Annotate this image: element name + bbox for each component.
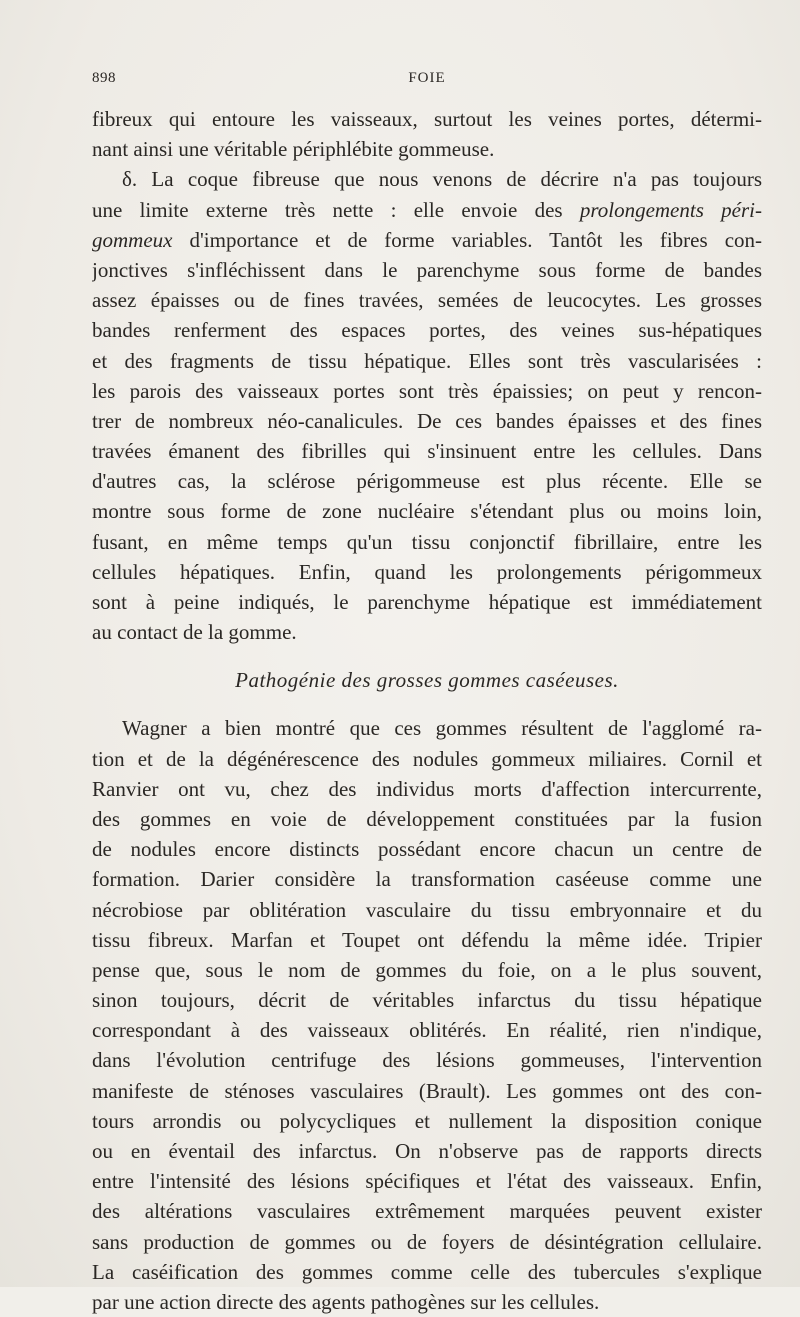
text-line: manifeste de sténoses vasculaires (Brault). Les gommes ont des con- (92, 1078, 762, 1103)
text-line: travées émanent des fibrilles qui s'insinuent entre les cellules. Dans (92, 439, 762, 464)
text-line: sinon toujours, décrit de véritables infarctus du tissu hépatique (92, 988, 762, 1013)
paragraph-2 (92, 164, 762, 647)
text-line: δ. La coque fibreuse que nous venons de décrire n'a pas toujours (122, 167, 762, 192)
page-header (92, 64, 762, 94)
text-line: fibreux qui entoure les vaisseaux, surtout les veines portes, détermi- (92, 107, 762, 131)
text-line: Wagner a bien montré que ces gommes résultent de l'agglomé ra- (122, 716, 762, 741)
italic-term: gommeux (92, 227, 173, 252)
text-line: les parois des vaisseaux portes sont très épaissies; on peut y rencon- (92, 378, 762, 403)
italic-term: prolongements péri- (579, 197, 762, 222)
text-line: Ranvier ont vu, chez des individus morts d'affection intercurrente, (92, 776, 762, 801)
text-line: pense que, sous le nom de gommes du foie, on a le plus souvent, (92, 957, 762, 982)
text-line: trer de nombreux néo-canalicules. De ces bandes épaisses et des fines (92, 408, 762, 433)
text-line: des altérations vasculaires extrêmement marquées peuvent exister (92, 1199, 762, 1224)
text-line: au contact de la gomme. (92, 620, 297, 645)
text-line: sont à peine indiqués, le parenchyme hépatique est immédiatement (92, 590, 762, 614)
page-number: 898 (92, 70, 116, 86)
text-line: montre sous forme de zone nucléaire s'étendant plus ou moins loin, (92, 499, 762, 524)
text-line: par une action directe des agents pathogènes sur les cellules. (92, 1289, 600, 1314)
text-line: tissu fibreux. Marfan et Toupet ont défendu la même idée. Tripier (92, 927, 762, 952)
text-run: d'importance et de forme variables. Tantôt les fibres con- (189, 227, 762, 252)
text-line: ou en éventail des infarctus. On n'observe pas de rapports directs (92, 1139, 762, 1163)
text-line: de nodules encore distincts possédant encore chacun un centre de (92, 837, 762, 862)
text-line: tion et de la dégénérescence des nodules gommeux miliaires. Cornil et (92, 746, 762, 771)
text-line: d'autres cas, la sclérose périgommeuse est plus récente. Elle se (92, 469, 762, 494)
text-line: entre l'intensité des lésions spécifiques et l'état des vaisseaux. Enfin, (92, 1169, 762, 1194)
text-line: fusant, en même temps qu'un tissu conjonctif fibrillaire, entre les (92, 529, 762, 554)
text-line: sans production de gommes ou de foyers de désintégration cellulaire. (92, 1229, 762, 1254)
text-line (92, 225, 762, 255)
text-line: bandes renferment des espaces portes, des veines sus-hépatiques (92, 318, 762, 343)
text-line: nant ainsi une véritable périphlébite gommeuse. (92, 137, 495, 162)
paragraph-3 (92, 713, 762, 1317)
text-line: correspondant à des vaisseaux oblitérés. En réalité, rien n'indique, (92, 1018, 762, 1043)
text-line: assez épaisses ou de fines travées, semées de leucocytes. Les grosses (92, 288, 762, 313)
text-line (92, 195, 762, 225)
section-heading: Pathogénie des grosses gommes caséeuses. (235, 668, 619, 693)
text-line: des gommes en voie de développement constituées par la fusion (92, 806, 762, 831)
text-line: nécrobiose par oblitération vasculaire du tissu embryonnaire et du (92, 897, 762, 922)
text-line: formation. Darier considère la transformation caséeuse comme une (92, 867, 762, 892)
running-title: FOIE (408, 70, 446, 86)
text-line: La caséification des gommes comme celle des tubercules s'explique (92, 1259, 762, 1284)
text-line: tours arrondis ou polycycliques et nullement la disposition conique (92, 1108, 762, 1133)
text-line: et des fragments de tissu hépatique. Elles sont très vascularisées : (92, 348, 762, 373)
text-line: dans l'évolution centrifuge des lésions gommeuses, l'intervention (92, 1048, 762, 1073)
text-line: cellules hépatiques. Enfin, quand les prolongements périgommeux (92, 559, 762, 584)
text-run: une limite externe très nette : elle envoie des (92, 197, 563, 222)
paragraph-1 (92, 104, 762, 164)
text-line: jonctives s'infléchissent dans le parenchyme sous forme de bandes (92, 257, 762, 282)
